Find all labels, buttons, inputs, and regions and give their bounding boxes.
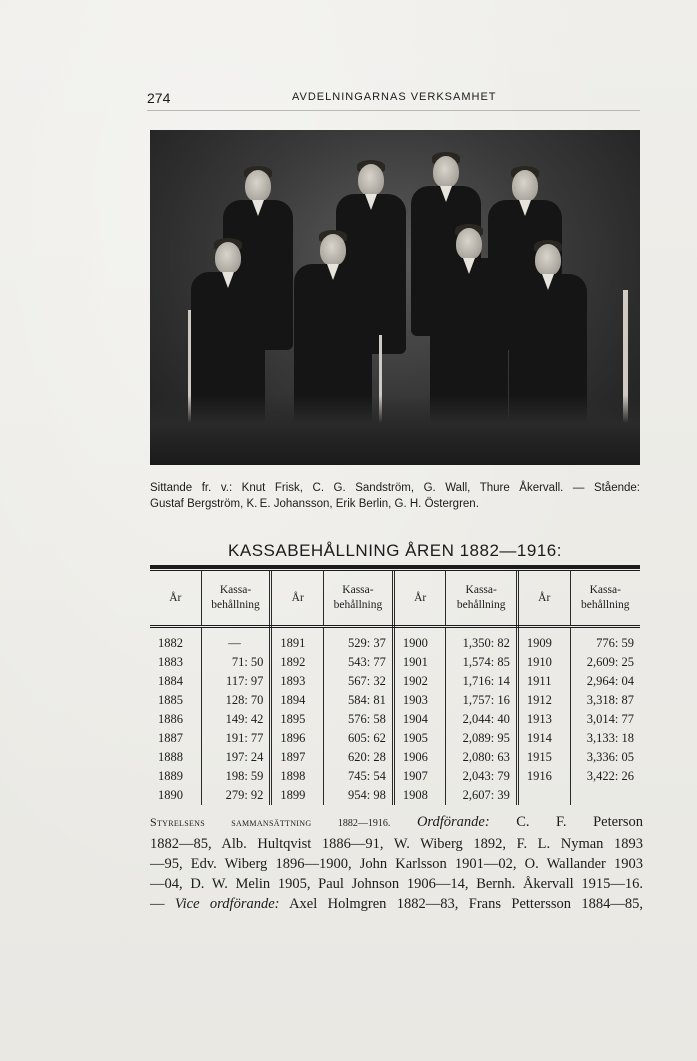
header-year: År [150, 570, 201, 627]
balance-cell: 1,716: 14 [446, 672, 517, 691]
balance-cell: 584: 81 [324, 691, 394, 710]
page-header [147, 90, 640, 114]
table-header-row [150, 570, 640, 627]
photo-floor [150, 395, 640, 465]
balance-table [150, 565, 640, 805]
balance-cell [570, 786, 640, 805]
board-line-1 [150, 812, 643, 834]
running-head: AVDELNINGARNAS VERKSAMHET [292, 91, 497, 103]
year-cell [517, 786, 570, 805]
balance-cell: 2,607: 39 [446, 786, 517, 805]
table-title: KASSABEHÅLLNING ÅREN 1882—1916: [228, 541, 562, 560]
table-row [150, 627, 640, 654]
header-year: År [517, 570, 570, 627]
photo-caption [150, 480, 640, 512]
year-cell: 1904 [393, 710, 446, 729]
year-cell: 1888 [150, 748, 201, 767]
balance-cell: 71: 50 [201, 653, 271, 672]
year-cell: 1896 [271, 729, 324, 748]
table-row [150, 672, 640, 691]
year-cell: 1905 [393, 729, 446, 748]
year-cell: 1889 [150, 767, 201, 786]
balance-cell: 576: 58 [324, 710, 394, 729]
year-cell: 1907 [393, 767, 446, 786]
table-row [150, 691, 640, 710]
year-cell: 1893 [271, 672, 324, 691]
vice-chair-label: Vice ordförande: [174, 896, 280, 912]
board-heading-years: 1882—1916. [337, 818, 391, 829]
board-line-5-rest: Axel Holmgren 1882—83, Frans Pettersson 1884—85, [289, 896, 643, 912]
balance-cell: 745: 54 [324, 767, 394, 786]
board-line-2: 1882—85, Alb. Hultqvist 1886—91, W. Wiberg 1892, F. L. Nyman 1893 [150, 836, 643, 852]
year-cell: 1900 [393, 627, 446, 654]
board-line-4: —04, D. W. Melin 1905, Paul Johnson 1906—14, Bernh. Åkervall 1915—16. [150, 876, 643, 892]
balance-cell: 279: 92 [201, 786, 271, 805]
board-line-1-rest: C. F. Peterson [516, 814, 644, 830]
chair-label: Ordförande: [416, 814, 490, 830]
year-cell: 1895 [271, 710, 324, 729]
year-cell: 1885 [150, 691, 201, 710]
balance-cell: 605: 62 [324, 729, 394, 748]
table-row [150, 653, 640, 672]
balance-cell: 3,133: 18 [586, 731, 634, 745]
balance-cell: 198: 59 [201, 767, 271, 786]
header-balance: Kassa- behållning [324, 570, 394, 627]
balance-cell: 197: 24 [201, 748, 271, 767]
balance-cell: 2,089: 95 [446, 729, 517, 748]
balance-cell: 567: 32 [324, 672, 394, 691]
year-cell: 1897 [271, 748, 324, 767]
year-cell: 1894 [271, 691, 324, 710]
table-row [150, 786, 640, 805]
balance-cell: 3,336: 05 [586, 750, 634, 764]
year-cell: 1915 [517, 748, 570, 767]
balance-cell: 2,609: 25 [586, 655, 634, 669]
year-cell: 1892 [271, 653, 324, 672]
year-cell: 1887 [150, 729, 201, 748]
year-cell: 1891 [271, 627, 324, 654]
year-cell: 1912 [517, 691, 570, 710]
table-row [150, 767, 640, 786]
header-balance: Kassa- behållning [570, 570, 640, 627]
year-cell: 1916 [517, 767, 570, 786]
balance-cell: 2,043: 79 [446, 767, 517, 786]
board-heading: Styrelsens sammansättning [150, 815, 312, 829]
year-cell: 1914 [517, 729, 570, 748]
year-cell: 1906 [393, 748, 446, 767]
year-cell: 1890 [150, 786, 201, 805]
group-photograph [150, 130, 640, 465]
year-cell: 1884 [150, 672, 201, 691]
header-balance: Kassa- behållning [201, 570, 271, 627]
caption-line-2: Gustaf Bergström, K. E. Johansson, Erik Berlin, G. H. Östergren. [150, 498, 479, 510]
balance-cell: 3,422: 26 [586, 769, 634, 783]
balance-cell: 1,350: 82 [446, 627, 517, 654]
year-cell: 1883 [150, 653, 201, 672]
year-cell: 1886 [150, 710, 201, 729]
balance-cell: 529: 37 [324, 627, 394, 654]
header-year: År [271, 570, 324, 627]
balance-cell: 1,757: 16 [446, 691, 517, 710]
year-cell: 1898 [271, 767, 324, 786]
year-cell: 1913 [517, 710, 570, 729]
balance-cell: 2,080: 63 [446, 748, 517, 767]
year-cell: 1908 [393, 786, 446, 805]
header-rule [147, 110, 640, 111]
table-row [150, 729, 640, 748]
board-composition [150, 812, 643, 914]
balance-cell: 191: 77 [201, 729, 271, 748]
balance-cell: 620: 28 [324, 748, 394, 767]
balance-cell: 776: 59 [596, 636, 634, 650]
balance-cell: 117: 97 [201, 672, 271, 691]
year-cell: 1911 [517, 672, 570, 691]
board-line-3: —95, Edv. Wiberg 1896—1900, John Karlsson 1901—02, O. Wallander 1903 [150, 856, 643, 872]
year-cell: 1909 [517, 627, 570, 654]
balance-cell: 149: 42 [201, 710, 271, 729]
year-cell: 1903 [393, 691, 446, 710]
year-cell: 1901 [393, 653, 446, 672]
board-line-5: — Vice ordförande: Axel Holmgren 1882—83, Frans Pettersson 1884—85, [150, 896, 643, 912]
table-row [150, 748, 640, 767]
header-year: År [393, 570, 446, 627]
balance-cell: 1,574: 85 [446, 653, 517, 672]
table-row [150, 710, 640, 729]
balance-cell: 128: 70 [201, 691, 271, 710]
year-cell: 1902 [393, 672, 446, 691]
caption-line-1: Sittande fr. v.: Knut Frisk, C. G. Sandström, G. Wall, Thure Åkervall. — Stående: [150, 482, 640, 494]
balance-cell: 3,014: 77 [586, 712, 634, 726]
balance-cell: 543: 77 [324, 653, 394, 672]
balance-cell: — [201, 627, 271, 654]
balance-cell: 2,044: 40 [446, 710, 517, 729]
year-cell: 1882 [150, 627, 201, 654]
year-cell: 1910 [517, 653, 570, 672]
page-number: 274 [147, 90, 171, 106]
header-balance: Kassa- behållning [446, 570, 517, 627]
balance-cell: 2,964: 04 [586, 674, 634, 688]
balance-cell: 954: 98 [324, 786, 394, 805]
year-cell: 1899 [271, 786, 324, 805]
balance-cell: 3,318: 87 [586, 693, 634, 707]
